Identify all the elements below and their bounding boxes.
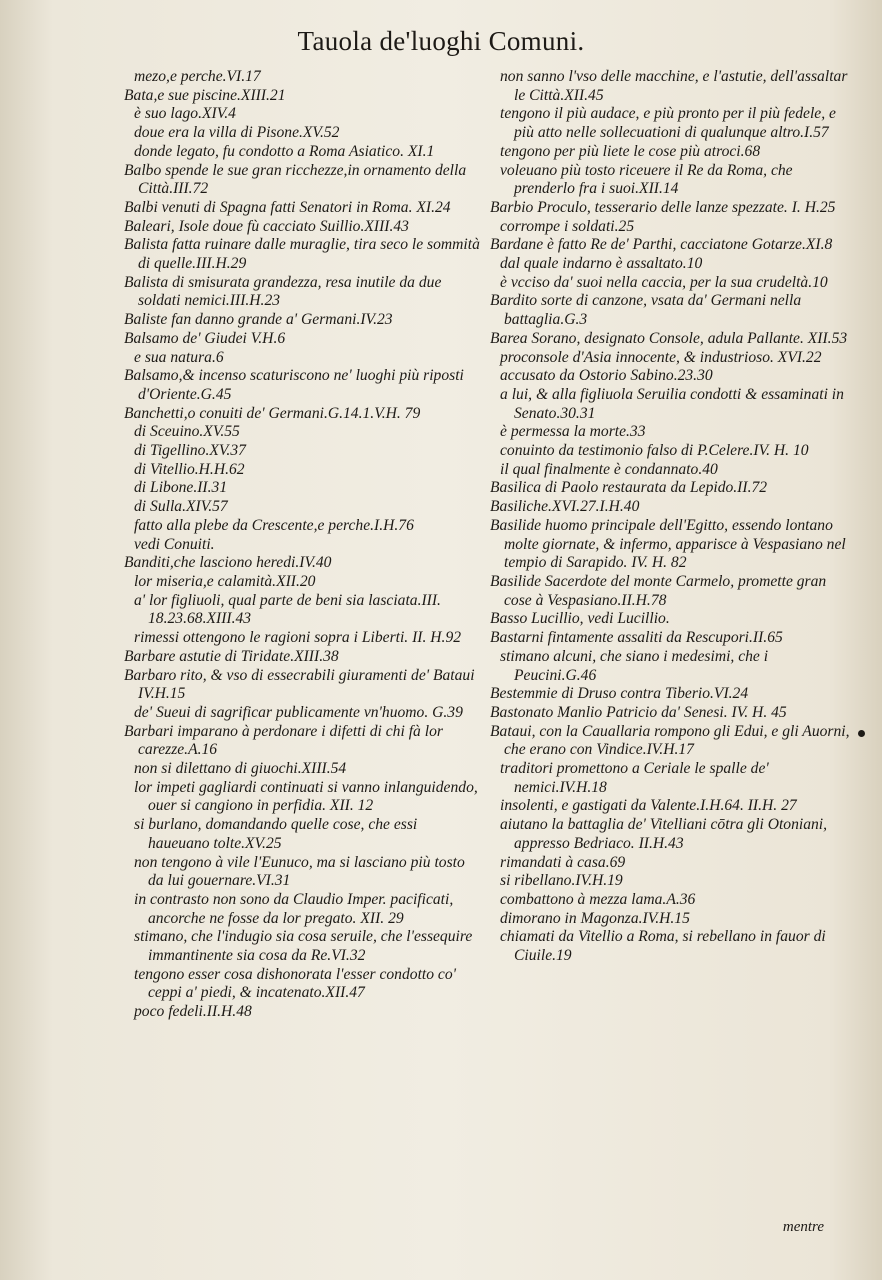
index-entry: è suo lago.XIV.4 <box>134 105 236 123</box>
index-entry: dimorano in Magonza.IV.H.15 <box>500 909 690 927</box>
index-entry: a' lor figliuoli, qual parte de beni sia lasciata.III. 18.23.68.XIII.43 <box>134 591 441 628</box>
index-entry: Barea Sorano, designato Console, adula Pallante. XII.53 <box>490 329 848 347</box>
index-entry: Bastarni fintamente assaliti da Rescupori.II.65 <box>490 629 783 647</box>
index-entry: Balista di smisurata grandezza, resa inutile da due soldati nemici.III.H.23 <box>124 273 442 310</box>
index-entry: Basilide huomo principale dell'Egitto, essendo lontano molte giornate, & infermo, apparisce à Vespasiano nel tempio di Sarapido. IV. H. 82 <box>490 516 846 572</box>
index-entry: doue era la villa di Pisone.XV.52 <box>134 124 340 142</box>
index-entry: Barbio Proculo, tesserario delle lanze spezzate. I. H.25 <box>490 198 836 216</box>
index-entry: rimandati à casa.69 <box>500 853 626 871</box>
index-entry: è permessa la morte.33 <box>500 423 646 441</box>
index-entry: fatto alla plebe da Crescente,e perche.I.H.76 <box>134 516 414 534</box>
index-entry: Barbare astutie di Tiridate.XIII.38 <box>124 647 339 665</box>
index-entry: non sanno l'vso delle macchine, e l'astutie, dell'assaltar le Città.XII.45 <box>500 68 848 104</box>
index-entry: stimano alcuni, che siano i medesimi, che i Peucini.G.46 <box>500 647 769 684</box>
index-entry: poco fedeli.II.H.48 <box>134 1003 252 1021</box>
index-entry: non tengono à vile l'Eunuco, ma si lasciano più tosto da lui gouernare.VI.31 <box>134 853 465 890</box>
index-entry: e sua natura.6 <box>134 348 224 366</box>
index-entry: Bataui, con la Cauallaria rompono gli Edui, e gli Auorni, che erano con Vindice.IV.H.17 <box>490 722 850 759</box>
index-entry: tengono esser cosa dishonorata l'esser condotto co' ceppi a' piedi, & incatenato.XII.47 <box>134 965 456 1002</box>
index-entry: Basilide Sacerdote del monte Carmelo, promette gran cose à Vespasiano.II.H.78 <box>490 572 827 609</box>
index-entry: Bardane è fatto Re de' Parthi, cacciatone Gotarze.XI.8 <box>490 236 833 254</box>
ink-spot <box>858 730 865 737</box>
index-entry: in contrasto non sono da Claudio Imper. pacificati, ancorche ne fosse da lor pregato. XII. 29 <box>134 890 454 927</box>
index-column-right <box>490 68 854 966</box>
index-column-left <box>124 68 482 1022</box>
index-entry: traditori promettono a Ceriale le spalle de' nemici.IV.H.18 <box>500 760 769 796</box>
index-entry: accusato da Ostorio Sabino.23.30 <box>500 367 713 385</box>
index-entry: de' Sueui di sagrificar publicamente vn'huomo. G.39 <box>134 703 463 721</box>
index-entry: Bata,e sue piscine.XIII.21 <box>124 86 286 104</box>
index-entry: Barbaro rito, & vso di essecrabili giuramenti de' Bataui IV.H.15 <box>124 666 475 703</box>
index-entry: si burlano, domandando quelle cose, che essi haueuano tolte.XV.25 <box>134 816 418 852</box>
index-entry: Balbi venuti di Spagna fatti Senatori in Roma. XI.24 <box>124 198 451 216</box>
index-entry: Banditi,che lasciono heredi.IV.40 <box>124 554 332 572</box>
index-entry: Balbo spende le sue gran ricchezze,in ornamento della Città.III.72 <box>124 161 467 198</box>
index-entry: a lui, & alla figliuola Seruilia condotti & essaminati in Senato.30.31 <box>500 385 844 422</box>
index-entry: stimano, che l'indugio sia cosa seruile, che l'essequire immantinente sia cosa da Re.VI.32 <box>134 928 473 965</box>
index-entry: mezo,e perche.VI.17 <box>134 68 261 85</box>
index-entry: voleuano più tosto riceuere il Re da Roma, che prenderlo fra i suoi.XII.14 <box>500 161 793 198</box>
index-entry: lor miseria,e calamità.XII.20 <box>134 572 316 590</box>
index-entry: insolenti, e gastigati da Valente.I.H.64. II.H. 27 <box>500 797 797 815</box>
index-entry: combattono à mezza lama.A.36 <box>500 890 696 908</box>
index-entry: tengono per più liete le cose più atroci.68 <box>500 142 761 160</box>
index-entry: Bestemmie di Druso contra Tiberio.VI.24 <box>490 685 749 703</box>
index-entry: si ribellano.IV.H.19 <box>500 872 623 890</box>
index-entry: di Tigellino.XV.37 <box>134 442 246 460</box>
index-entry: Baliste fan danno grande a' Germani.IV.23 <box>124 311 393 329</box>
index-entry: di Sulla.XIV.57 <box>134 498 228 516</box>
index-entry: Basso Lucillio, vedi Lucillio. <box>490 610 670 628</box>
index-entry: Baleari, Isole doue fù cacciato Suillio.XIII.43 <box>124 217 409 235</box>
page-title: Tauola de'luoghi Comuni. <box>297 26 585 56</box>
index-entry: rimessi ottengono le ragioni sopra i Liberti. II. H.92 <box>134 629 462 647</box>
index-entry: donde legato, fu condotto a Roma Asiatico. XI.1 <box>134 142 435 160</box>
index-entry: Bastonato Manlio Patricio da' Senesi. IV. H. 45 <box>490 703 787 721</box>
index-entry: corrompe i soldati.25 <box>500 217 635 235</box>
index-entry: di Vitellio.H.H.62 <box>134 460 245 478</box>
index-entry: il qual finalmente è condannato.40 <box>500 460 718 478</box>
index-entry: aiutano la battaglia de' Vitelliani cōtra gli Otoniani, appresso Bedriaco. II.H.43 <box>500 816 828 852</box>
index-entry: dal quale indarno è assaltato.10 <box>500 255 703 273</box>
index-entry: Balsamo,& incenso scaturiscono ne' luoghi più riposti d'Oriente.G.45 <box>124 367 464 403</box>
index-entry: non si dilettano di giuochi.XIII.54 <box>134 760 347 778</box>
index-entry: lor impeti gagliardi continuati si vanno inlanguidendo, ouer si cangiono in perfidia. XII. 12 <box>134 778 478 815</box>
index-entry: Basiliche.XVI.27.I.H.40 <box>490 498 640 516</box>
index-entry: Banchetti,o conuiti de' Germani.G.14.1.V.H. 79 <box>124 404 421 422</box>
index-entry: proconsole d'Asia innocente, & industrioso. XVI.22 <box>500 348 822 366</box>
index-entry: Balista fatta ruinare dalle muraglie, tira seco le sommità di quelle.III.H.29 <box>124 236 480 273</box>
index-entry: di Libone.II.31 <box>134 479 228 497</box>
index-entry: è vcciso da' suoi nella caccia, per la sua crudeltà.10 <box>500 273 828 291</box>
index-entry: Barbari imparano à perdonare i difetti di chi fà lor carezze.A.16 <box>124 722 443 759</box>
index-entry: Balsamo de' Giudei V.H.6 <box>124 329 286 347</box>
index-entry: di Sceuino.XV.55 <box>134 423 240 441</box>
index-entry: Basilica di Paolo restaurata da Lepido.II.72 <box>490 479 768 497</box>
index-entry: chiamati da Vitellio a Roma, si rebellano in fauor di Ciuile.19 <box>500 928 826 965</box>
catchword: mentre <box>782 1219 824 1235</box>
index-entry: vedi Conuiti. <box>134 535 215 553</box>
index-entry: conuinto da testimonio falso di P.Celere.IV. H. 10 <box>500 442 809 460</box>
index-entry: tengono il più audace, e più pronto per il più fedele, e più atto nelle sollecuationi di qualunque altro.I.57 <box>500 105 836 142</box>
index-entry: Bardito sorte di canzone, vsata da' Germani nella battaglia.G.3 <box>490 292 802 329</box>
